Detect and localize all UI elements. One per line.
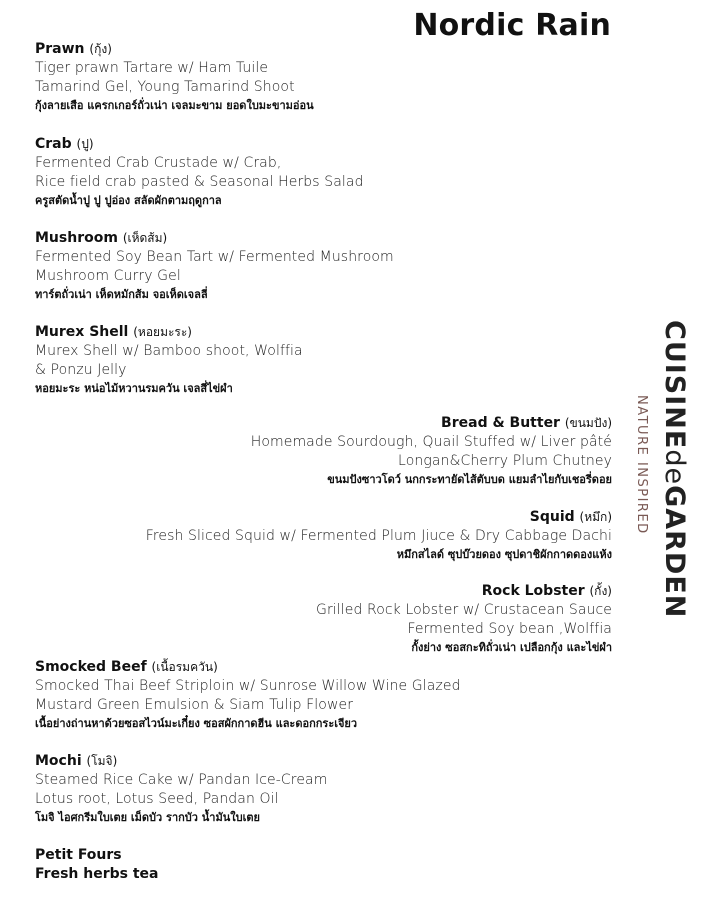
course-thai-name: (หอยมะระ) (133, 325, 192, 339)
course-thai-description: กั้งย่าง ซอสกะทิถั่วเน่า เปลือกกุ้ง และไข่ผำ (411, 641, 612, 654)
course-name: Prawn (35, 41, 85, 57)
course-heading (35, 135, 364, 154)
course-thai-name: (เนื้อรมควัน) (151, 660, 218, 674)
closing-items (35, 846, 158, 884)
course-thai-description: หอยมะระ หน่อไม้หวานรมควัน เจลสี่ไข่ผำ (35, 382, 233, 395)
course-thai-description: ทาร์ตถั่วเน่า เห็ดหมักส้ม จอเห็ดเจลลี่ (35, 288, 208, 301)
menu-title: Nordic Rain (413, 8, 611, 43)
course-thai-name: (ขนมปัง) (564, 416, 612, 430)
course-heading (35, 323, 303, 342)
course-thai-name: (กุ้ง) (89, 42, 112, 56)
course-description-line: Steamed Rice Cake w/ Pandan Ice-Cream (35, 772, 328, 788)
course-bread-butter (251, 414, 612, 489)
course-name: Murex Shell (35, 324, 129, 340)
course-description-line: Mustard Green Emulsion & Siam Tulip Flower (35, 697, 354, 713)
course-rock-lobster (316, 582, 612, 657)
course-heading (35, 229, 394, 248)
course-thai-description: กุ้งลายเสือ แครกเกอร์ถั่วเน่า เจลมะขาม ยอดใบมะขามอ่อน (35, 99, 314, 112)
brand-name-garden: GARDEN (659, 485, 690, 619)
course-description-line: Fermented Soy bean ,Wolffia (407, 621, 612, 637)
course-description-line: Tamarind Gel, Young Tamarind Shoot (35, 79, 295, 95)
course-murex-shell (35, 323, 303, 398)
course-name: Bread & Butter (441, 415, 560, 431)
course-description-line: Fermented Crab Crustade w/ Crab, (35, 155, 282, 171)
course-heading (146, 508, 612, 527)
brand-name-cuisine: CUISINE (659, 320, 690, 450)
course-description-line: Grilled Rock Lobster w/ Crustacean Sauce (316, 602, 612, 618)
course-mochi (35, 752, 327, 827)
course-thai-name: (ปู) (76, 137, 94, 151)
course-description-line: Smocked Thai Beef Striploin w/ Sunrose Willow Wine Glazed (35, 678, 461, 694)
fresh-herbs-tea: Fresh herbs tea (35, 866, 159, 882)
course-thai-description: เนื้อย่างถ่านหาด้วยซอสไวน์มะเกี๋ยง ซอสผักกาดฮีน และดอกกระเจียว (35, 717, 358, 730)
course-description-line: Fresh Sliced Squid w/ Fermented Plum Jiuce & Dry Cabbage Dachi (145, 528, 612, 544)
course-thai-name: (หมึก) (579, 510, 612, 524)
petit-fours: Petit Fours (35, 847, 122, 863)
course-thai-description: ครูสตัดน้ำปู ปู ปูอ่อง สลัดผักตามฤดูกาล (35, 194, 222, 207)
brand-logo (634, 320, 700, 630)
course-prawn (35, 40, 314, 115)
course-heading (35, 658, 461, 677)
course-thai-name: (เห็ดส้ม) (122, 231, 168, 245)
course-description-line: Mushroom Curry Gel (35, 268, 181, 284)
course-heading (35, 40, 314, 59)
course-description-line: Longan&Cherry Plum Chutney (398, 453, 612, 469)
course-description-line: Fermented Soy Bean Tart w/ Fermented Mushroom (35, 249, 394, 265)
course-name: Smocked Beef (35, 659, 147, 675)
brand-name-de: de (659, 449, 690, 486)
course-thai-description: ขนมปังซาวโดว์ นกกระทายัดไส้ตับบด แยมลำไยกับเชอรี่ดอย (327, 473, 612, 486)
course-description-line: Lotus root, Lotus Seed, Pandan Oil (35, 791, 279, 807)
course-description-line: Murex Shell w/ Bamboo shoot, Wolffia (35, 343, 303, 359)
brand-tagline: NATURE INSPIRED (634, 395, 649, 535)
course-thai-name: (โมจิ) (86, 754, 118, 768)
course-mushroom (35, 229, 394, 304)
course-crab (35, 135, 364, 210)
brand-name (658, 320, 690, 618)
course-name: Crab (35, 136, 72, 152)
course-name: Rock Lobster (481, 583, 585, 599)
course-squid (146, 508, 612, 564)
course-description-line: Homemade Sourdough, Quail Stuffed w/ Liver pâté (250, 434, 612, 450)
course-smocked-beef (35, 658, 461, 733)
course-thai-description: หมึกสไลด์ ซุปบ๊วยดอง ซุปดาชิผักกาดดองแห้ง (396, 548, 612, 561)
course-description-line: Tiger prawn Tartare w/ Ham Tuile (35, 60, 269, 76)
course-heading (251, 414, 612, 433)
course-description-line: & Ponzu Jelly (35, 362, 127, 378)
course-heading (316, 582, 612, 601)
course-name: Mochi (35, 753, 82, 769)
course-heading (35, 752, 327, 771)
course-thai-description: โมจิ ไอศกรีมใบเตย เม็ดบัว รากบัว น้ำมันใบเตย (35, 811, 260, 824)
course-description-line: Rice field crab pasted & Seasonal Herbs Salad (35, 174, 364, 190)
course-thai-name: (กั้ง) (589, 584, 612, 598)
course-name: Squid (529, 509, 575, 525)
course-name: Mushroom (35, 230, 118, 246)
